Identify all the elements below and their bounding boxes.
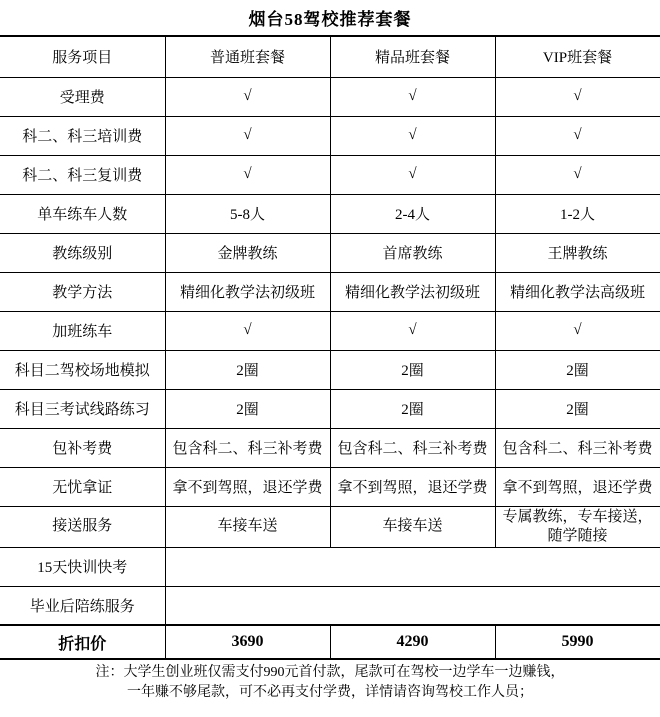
table-row-subject2-simulation bbox=[0, 350, 660, 389]
row-label: 科二、科三培训费 bbox=[0, 116, 165, 155]
table-header-row bbox=[0, 36, 660, 77]
footnote-line-1: 注：大学生创业班仅需支付990元首付款，尾款可在驾校一边学车一边赚钱， bbox=[95, 665, 565, 680]
price-cell: 4290 bbox=[330, 625, 495, 659]
table-row-overtime-practice bbox=[0, 311, 660, 350]
price-cell: 5990 bbox=[495, 625, 660, 659]
check-cell: √ bbox=[165, 116, 330, 155]
table-row-acceptance-fee bbox=[0, 77, 660, 116]
check-cell: √ bbox=[330, 155, 495, 194]
value-cell: 1-2人 bbox=[495, 194, 660, 233]
row-label: 折扣价 bbox=[0, 625, 165, 659]
value-cell: 5-8人 bbox=[165, 194, 330, 233]
column-header-service: 服务项目 bbox=[0, 36, 165, 77]
footnote-line-2: 一年赚不够尾款，可不必再支付学费，详情请咨询驾校工作人员； bbox=[127, 685, 533, 700]
value-cell: 首席教练 bbox=[330, 233, 495, 272]
value-cell: 专属教练，专车接送，随学随接 bbox=[495, 506, 660, 547]
table-row-retest-fee-included bbox=[0, 428, 660, 467]
value-cell: 2圈 bbox=[330, 350, 495, 389]
value-cell: 2-4人 bbox=[330, 194, 495, 233]
value-cell: 车接车送 bbox=[330, 506, 495, 547]
empty-cell bbox=[165, 547, 660, 586]
value-cell: 金牌教练 bbox=[165, 233, 330, 272]
empty-cell bbox=[165, 586, 660, 625]
row-label: 教学方法 bbox=[0, 272, 165, 311]
column-header-premium: 精品班套餐 bbox=[330, 36, 495, 77]
table-row-training-fee bbox=[0, 116, 660, 155]
check-cell: √ bbox=[495, 116, 660, 155]
pricing-table bbox=[0, 35, 660, 660]
price-cell: 3690 bbox=[165, 625, 330, 659]
value-cell: 2圈 bbox=[165, 389, 330, 428]
check-cell: √ bbox=[165, 155, 330, 194]
footnote bbox=[0, 663, 660, 703]
value-cell: 车接车送 bbox=[165, 506, 330, 547]
check-cell: √ bbox=[330, 311, 495, 350]
table-row-discount-price bbox=[0, 625, 660, 659]
check-cell: √ bbox=[495, 311, 660, 350]
row-label: 科目三考试线路练习 bbox=[0, 389, 165, 428]
row-label: 15天快训快考 bbox=[0, 547, 165, 586]
row-label: 包补考费 bbox=[0, 428, 165, 467]
value-cell: 拿不到驾照，退还学费 bbox=[495, 467, 660, 506]
value-cell: 精细化教学法初级班 bbox=[165, 272, 330, 311]
table-row-coach-level bbox=[0, 233, 660, 272]
table-row-pickup-service bbox=[0, 506, 660, 547]
value-cell: 拿不到驾照，退还学费 bbox=[165, 467, 330, 506]
value-cell: 精细化教学法初级班 bbox=[330, 272, 495, 311]
value-cell: 王牌教练 bbox=[495, 233, 660, 272]
check-cell: √ bbox=[495, 77, 660, 116]
value-cell: 拿不到驾照，退还学费 bbox=[330, 467, 495, 506]
row-label: 加班练车 bbox=[0, 311, 165, 350]
row-label: 科目二驾校场地模拟 bbox=[0, 350, 165, 389]
value-cell: 包含科二、科三补考费 bbox=[330, 428, 495, 467]
page-title: 烟台58驾校推荐套餐 bbox=[248, 10, 412, 29]
row-label: 无忧拿证 bbox=[0, 467, 165, 506]
table-row-teaching-method bbox=[0, 272, 660, 311]
column-header-vip: VIP班套餐 bbox=[495, 36, 660, 77]
check-cell: √ bbox=[330, 77, 495, 116]
row-label: 科二、科三复训费 bbox=[0, 155, 165, 194]
row-label: 教练级别 bbox=[0, 233, 165, 272]
column-header-standard: 普通班套餐 bbox=[165, 36, 330, 77]
value-cell: 2圈 bbox=[495, 350, 660, 389]
value-cell: 2圈 bbox=[495, 389, 660, 428]
value-cell: 2圈 bbox=[330, 389, 495, 428]
value-cell: 精细化教学法高级班 bbox=[495, 272, 660, 311]
row-label: 单车练车人数 bbox=[0, 194, 165, 233]
check-cell: √ bbox=[495, 155, 660, 194]
table-row-students-per-car bbox=[0, 194, 660, 233]
row-label: 受理费 bbox=[0, 77, 165, 116]
check-cell: √ bbox=[165, 311, 330, 350]
value-cell: 2圈 bbox=[165, 350, 330, 389]
table-row-retraining-fee bbox=[0, 155, 660, 194]
value-cell: 包含科二、科三补考费 bbox=[495, 428, 660, 467]
row-label: 接送服务 bbox=[0, 506, 165, 547]
table-row-worry-free-license bbox=[0, 467, 660, 506]
check-cell: √ bbox=[330, 116, 495, 155]
table-row-subject3-route-practice bbox=[0, 389, 660, 428]
table-row-post-graduation-coaching bbox=[0, 586, 660, 625]
check-cell: √ bbox=[165, 77, 330, 116]
value-cell: 包含科二、科三补考费 bbox=[165, 428, 330, 467]
table-row-15day-fast-track bbox=[0, 547, 660, 586]
row-label: 毕业后陪练服务 bbox=[0, 586, 165, 625]
